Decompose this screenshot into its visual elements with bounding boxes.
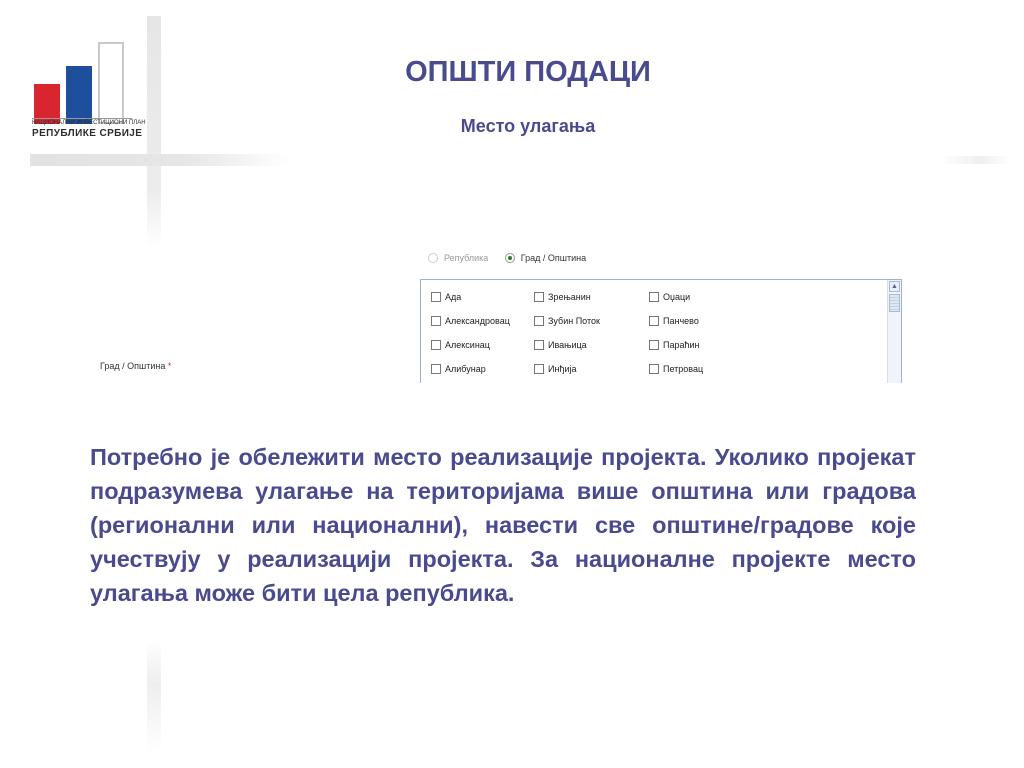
municipality-checkbox-item[interactable] [431, 312, 534, 329]
municipality-grid [431, 288, 759, 377]
municipality-checkbox-item[interactable] [431, 288, 534, 305]
logo [32, 20, 146, 150]
checkbox-label: Параћин [663, 339, 700, 350]
municipality-checkbox-item[interactable] [649, 312, 759, 329]
decorative-horizontal-line-right [940, 156, 1010, 164]
checkbox-label: Алексинац [445, 339, 490, 350]
page-title: ОПШТИ ПОДАЦИ [405, 56, 651, 88]
required-mark: * [167, 361, 172, 371]
radio-circle-icon [428, 253, 438, 263]
radio-checked-icon [505, 253, 515, 263]
checkbox-icon[interactable] [431, 340, 441, 350]
checkbox-icon[interactable] [431, 292, 441, 302]
checkbox-icon[interactable] [534, 340, 544, 350]
municipality-checkbox-item[interactable] [649, 288, 759, 305]
logo-blue-bar [66, 66, 92, 124]
municipality-checkbox-item[interactable] [534, 312, 649, 329]
checkbox-label: Ада [445, 291, 462, 302]
checkbox-icon[interactable] [649, 364, 659, 374]
checkbox-label: Панчево [663, 315, 699, 326]
checkbox-label: Алибунар [445, 363, 486, 374]
municipality-checkbox-item[interactable] [534, 336, 649, 353]
listbox-scrollbar[interactable] [887, 280, 901, 383]
logo-big-text: РЕПУБЛИКЕ СРБИЈЕ [32, 128, 143, 139]
checkbox-label: Александровац [445, 315, 510, 326]
radio-city-municipality[interactable] [505, 253, 586, 263]
radio-label: Република [444, 253, 489, 263]
municipality-checkbox-item[interactable] [431, 360, 534, 377]
field-label-text: Град / Општина [100, 361, 166, 371]
decorative-horizontal-line [30, 154, 290, 166]
checkbox-icon[interactable] [534, 364, 544, 374]
municipality-checkbox-item[interactable] [534, 360, 649, 377]
checkbox-icon[interactable] [431, 364, 441, 374]
checkbox-label: Петровац [663, 363, 704, 374]
logo-small-text: НАЦИОНАЛНИ ИНВЕСТИЦИОНИ ПЛАН [32, 120, 146, 126]
checkbox-icon[interactable] [649, 292, 659, 302]
checkbox-label: Ивањица [548, 339, 587, 350]
decorative-vertical-line [147, 16, 161, 248]
municipality-checkbox-item[interactable] [431, 336, 534, 353]
logo-white-bar [98, 42, 124, 124]
field-label [100, 361, 171, 371]
checkbox-label: Зубин Поток [548, 315, 600, 326]
page-subtitle: Место улагања [460, 116, 596, 136]
radio-republic[interactable] [428, 253, 488, 263]
checkbox-icon[interactable] [649, 316, 659, 326]
instruction-paragraph: Потребно је обележити место реализације пројекта. Уколико пројекат подразумева улагање на територијама више општина или градова (регионални или национални), навести све општине/градове које учествују у реализацији пројекта. За националне пројекте место улагања може бити цела република. [90, 444, 916, 606]
checkbox-label: Зрењанин [548, 291, 591, 302]
checkbox-icon[interactable] [534, 292, 544, 302]
municipality-checkbox-item[interactable] [534, 288, 649, 305]
municipality-listbox[interactable] [420, 279, 902, 383]
checkbox-label: Инђија [548, 363, 577, 374]
checkbox-icon[interactable] [431, 316, 441, 326]
radio-label: Град / Општина [520, 253, 587, 263]
municipality-checkbox-item[interactable] [649, 336, 759, 353]
radio-group [428, 253, 600, 265]
checkbox-icon[interactable] [534, 316, 544, 326]
decorative-vertical-line-bottom [147, 640, 161, 752]
checkbox-icon[interactable] [649, 340, 659, 350]
scroll-up-arrow-icon[interactable]: ▲ [889, 281, 900, 292]
municipality-checkbox-item[interactable] [649, 360, 759, 377]
checkbox-label: Оџаци [663, 291, 691, 302]
scroll-thumb[interactable] [889, 294, 900, 312]
